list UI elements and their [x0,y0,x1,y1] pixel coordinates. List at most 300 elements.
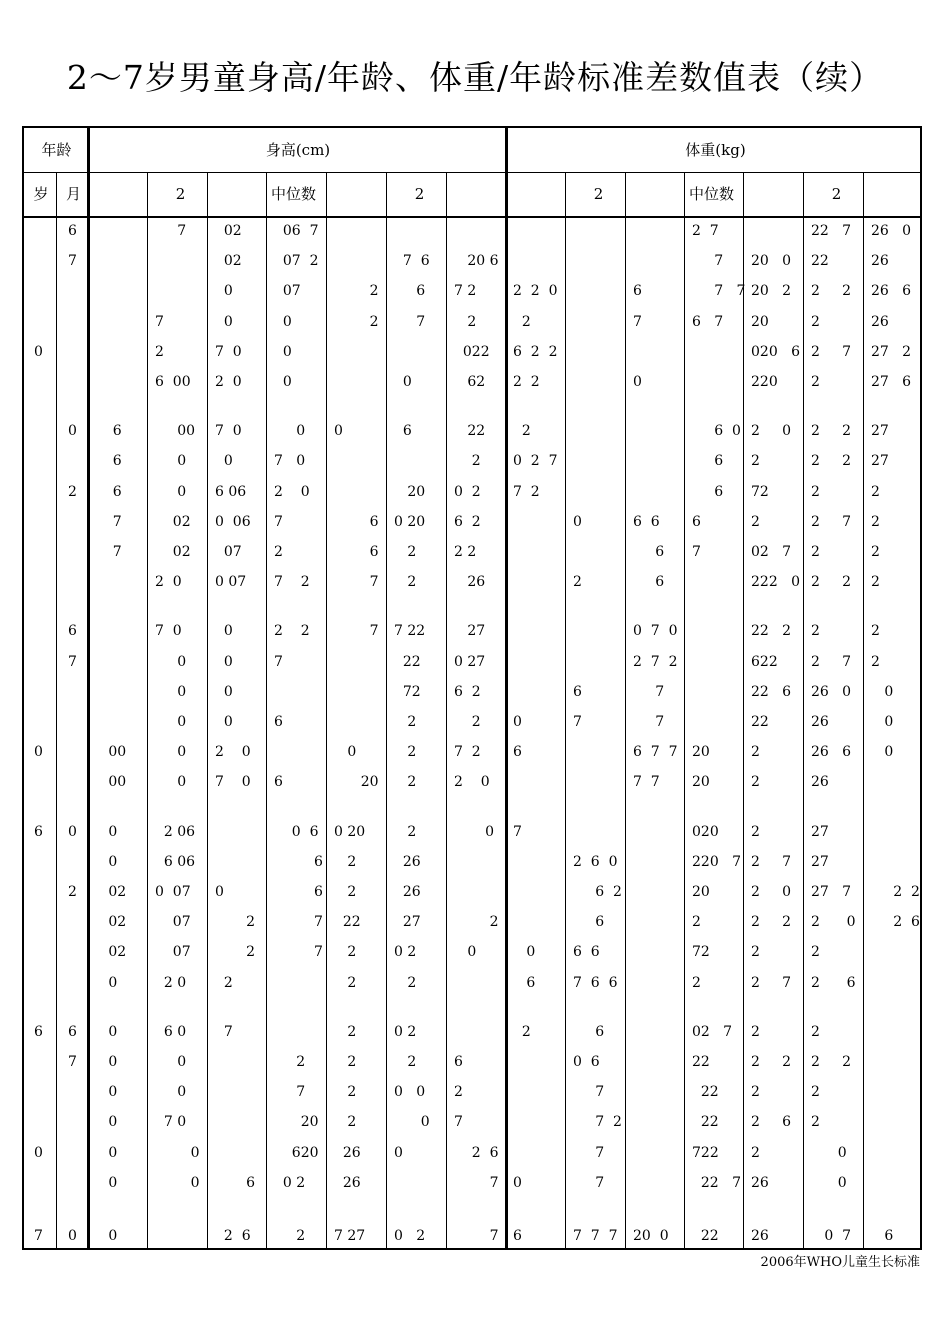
header-bottom-border [24,216,920,218]
table-cell: 7 2 [513,483,540,500]
table-cell: 2 7 2 [633,653,678,670]
table-cell: 0 [34,744,43,761]
weight-header: 体重(kg) [685,141,746,159]
table-cell: 6 06 [215,483,247,500]
table-cell: 07 [274,283,301,300]
table-cell: 2 0 [811,914,856,931]
table-cell: 2 [215,974,233,991]
table-cell: 6 [274,884,323,900]
table-cell: 2 0 [454,774,490,791]
table-cell: 0 [155,683,187,700]
table-cell: 6 [95,453,122,470]
table-cell: 622 [751,653,778,670]
table-cell: 7 7 [692,283,746,300]
table-cell: 2 [394,574,417,591]
column-divider [386,172,387,1248]
table-cell: 27 6 [871,374,912,390]
table-cell: 22 [692,1054,710,1070]
table-cell: 7 [454,1174,499,1191]
table-cell: 7 [274,944,323,961]
table-cell: 220 [751,374,778,390]
table-cell: 2 [454,1084,463,1101]
table-cell: 7 [95,544,122,560]
table-cell: 2 [871,653,880,670]
table-cell: 2 [394,974,417,991]
table-cell: 7 [68,253,77,270]
table-cell: 2 6 [454,1144,499,1161]
table-cell: 6 [692,453,724,470]
table-cell: 07 [155,914,191,931]
table-cell: 2 2 [751,1054,792,1070]
table-cell: 0 2 [394,944,417,961]
table-cell: 220 7 [692,853,741,870]
table-cell: 2 [334,1114,357,1131]
table-cell: 6 [95,423,122,440]
table-cell: 20 0 [633,1228,669,1244]
table-cell: 2 [513,313,531,330]
month-header: 月 [65,185,81,203]
table-cell: 0 [95,853,118,870]
column-divider [565,172,566,1248]
column-divider [625,172,626,1248]
table-cell: 2 [811,1084,820,1101]
table-cell: 2 7 [811,343,852,360]
table-cell: 0 [155,453,187,470]
table-cell: 7 0 [215,343,242,360]
table-cell: 2 2 [751,914,792,931]
table-cell: 2 7 [751,974,792,991]
table-cell: 2 [155,343,164,360]
table-cell: 6 [394,423,412,440]
table-cell: 0 2 [394,1023,417,1040]
table-cell: 0 2 [394,1228,426,1244]
table-cell: 0 [155,1084,187,1101]
table-cell: 2 2 [871,884,920,900]
table-cell: 6 2 2 [513,343,558,360]
table-cell: 6 [573,683,582,700]
table-cell: 26 [394,853,421,870]
table-cell: 27 [811,823,829,840]
table-cell: 7 2 [454,744,481,761]
table-cell: 2 7 [811,653,852,670]
table-cell: 0 [811,1174,847,1191]
table-cell: 0 [633,374,642,390]
table-cell: 7 [274,1084,306,1101]
table-cell: 2 [751,453,760,470]
table-cell: 7 [155,313,164,330]
table-cell: 00 [95,774,127,791]
column-divider [56,172,57,1248]
table-cell: 0 [871,714,894,730]
table-cell: 6 [68,623,77,640]
table-cell: 02 [95,944,127,961]
table-cell: 22 [692,1228,719,1244]
table-cell: 0 [215,623,233,640]
table-cell: 2 [811,313,820,330]
table-cell: 7 22 [394,623,426,640]
column-divider [147,172,148,1248]
table-cell: 2 6 0 [573,853,618,870]
table-cell: 2 [334,884,357,900]
table-cell: 6 [34,823,43,840]
table-cell: 7 0 [155,623,182,640]
table-cell: 7 [633,313,642,330]
table-cell: 2 7 [811,513,852,530]
table-cell: 6 [573,914,605,931]
table-cell: 0 [155,483,187,500]
table-cell: 2 2 [811,423,852,440]
table-cell: 6 0 [155,1023,187,1040]
table-cell: 2 [751,1084,760,1101]
table-cell: 2 [751,1023,760,1040]
table-cell: 0 [513,1174,522,1191]
table-cell: 0 [95,1084,118,1101]
table-cell: 7 [573,714,582,730]
table-cell: 2 [394,1054,417,1070]
table-cell: 0 [811,1144,847,1161]
table-cell: 0 2 7 [513,453,558,470]
table-cell: 0 07 [155,884,191,900]
column-divider [87,128,90,1248]
table-cell: 6 [274,714,283,730]
table-cell: 0 [68,423,77,440]
sd-header: 2 [414,185,425,203]
table-cell: 7 [334,574,379,591]
table-cell: 0 06 [215,513,251,530]
table-cell: 7 [454,1228,499,1244]
table-cell: 2 [811,374,820,390]
table-cell: 02 [215,253,242,270]
table-cell: 6 6 [633,513,660,530]
table-cell: 72 [394,683,421,700]
table-cell: 7 [692,253,724,270]
table-cell: 7 [394,313,426,330]
table-cell: 02 [95,914,127,931]
table-cell: 00 [95,744,127,761]
table-cell: 27 2 [871,343,912,360]
table-cell: 20 [692,884,710,900]
table-cell: 222 0 [751,574,800,591]
table-cell: 2 [274,1228,306,1244]
table-cell: 7 [215,1023,233,1040]
table-cell: 6 2 [573,884,622,900]
table-cell: 26 [751,1228,769,1244]
table-cell: 0 [95,1174,118,1191]
table-cell: 6 [454,1054,463,1070]
table-cell: 0 [95,1144,118,1161]
height-header: 身高(cm) [265,141,331,159]
table-cell: 26 0 [811,683,852,700]
table-cell: 22 [334,914,361,931]
table-cell: 2 [871,574,880,591]
table-cell: 02 [155,544,191,560]
table-cell: 6 [513,1228,522,1244]
table-cell: 0 [394,1114,430,1131]
table-cell: 0 [513,714,522,730]
table-cell: 7 0 [155,1114,187,1131]
table-cell: 22 2 [751,623,792,640]
table-cell: 0 [68,1228,77,1244]
table-cell: 2 [811,544,820,560]
table-cell: 2 [751,774,760,791]
table-cell: 2 [394,744,417,761]
table-cell: 2 [215,914,256,931]
table-cell: 2 [454,313,477,330]
column-divider [446,172,447,1248]
table-cell: 0 [155,744,187,761]
table-cell: 6 7 [692,313,724,330]
table-cell: 7 7 7 [573,1228,618,1244]
table-cell: 2 0 [751,884,792,900]
age-header: 年龄 [41,141,72,159]
table-cell: 72 [692,944,710,961]
sd-header: 中位数 [271,185,317,203]
table-cell: 06 7 [274,223,319,239]
column-divider [505,128,508,1248]
table-cell: 2 [454,914,499,931]
table-cell: 0 [573,513,582,530]
table-cell: 0 [155,714,187,730]
table-cell: 7 [513,823,522,840]
table-cell: 6 [68,223,77,239]
table-cell: 2 [334,313,379,330]
table-cell: 22 [751,714,769,730]
table-cell: 0 0 [394,1084,426,1101]
table-cell: 0 20 [334,823,366,840]
table-cell: 2 [215,944,256,961]
table-cell: 0 7 0 [633,623,678,640]
table-cell: 02 [155,513,191,530]
table-cell: 0 [95,1023,118,1040]
table-cell: 27 [454,623,486,640]
table-cell: 0 [274,343,292,360]
table-cell: 7 [573,1144,605,1161]
table-cell: 2 [692,974,701,991]
table-cell: 7 [274,513,283,530]
table-cell: 2 [811,623,820,640]
table-cell: 2 [871,513,880,530]
table-cell: 6 [274,853,323,870]
table-cell: 2 2 0 [513,283,558,300]
sd-header: 2 [175,185,186,203]
table-cell: 26 [811,774,829,791]
table-cell: 0 6 [274,823,319,840]
table-cell: 2 [454,714,481,730]
table-cell: 2 [513,423,531,440]
table-cell: 2 [334,974,357,991]
table-cell: 0 [274,374,292,390]
table-cell: 2 0 [215,374,242,390]
table-cell: 0 [95,974,118,991]
table-cell: 0 [95,1114,118,1131]
table-cell: 0 [215,313,233,330]
table-cell: 2 [454,453,481,470]
table-cell: 0 [34,343,43,360]
table-cell: 0 [274,423,306,440]
table-cell: 2 6 [215,1228,251,1244]
column-divider [803,172,804,1248]
table-cell: 0 2 [274,1174,306,1191]
table-cell: 20 [394,483,426,500]
table-cell: 2 [334,1023,357,1040]
table-cell: 02 [215,223,242,239]
table-cell: 20 [274,1114,319,1131]
table-cell: 27 [394,914,421,931]
table-cell: 7 0 [274,453,306,470]
table-cell: 7 [68,653,77,670]
table-cell: 2 06 [155,823,196,840]
table-cell: 2 2 [454,544,477,560]
table-cell: 0 [394,1144,403,1161]
table-cell: 0 2 [454,483,481,500]
table-cell: 2 [871,623,880,640]
table-cell: 6 [633,544,665,560]
table-cell: 6 [95,483,122,500]
table-cell: 2 [811,1114,820,1131]
table-cell: 0 [215,884,224,900]
table-cell: 00 [155,423,196,440]
table-cell: 26 [871,313,889,330]
column-divider [684,172,685,1248]
table-cell: 26 [871,253,889,270]
table-cell: 2 [334,1054,357,1070]
table-cell: 02 7 [692,1023,733,1040]
table-cell: 6 2 [454,513,481,530]
table-cell: 2 2 [811,574,852,591]
table-cell: 7 [274,653,283,670]
table-cell: 07 [155,944,191,961]
table-cell: 020 6 [751,343,800,360]
table-cell: 6 [513,974,536,991]
column-divider [863,172,864,1248]
table-cell: 26 [394,884,421,900]
table-cell: 6 [573,1023,605,1040]
table-cell: 26 [334,1174,361,1191]
table-cell: 2 0 [155,974,187,991]
table-cell: 20 [334,774,379,791]
table-cell: 2 [394,774,417,791]
table-cell: 2 [751,744,760,761]
table-cell: 26 6 [871,283,912,300]
table-cell: 6 [34,1023,43,1040]
table-cell: 0 [215,283,233,300]
table-cell: 0 [513,944,536,961]
table-cell: 22 6 [751,683,792,700]
table-cell: 0 [334,744,357,761]
table-cell: 2 [68,483,77,500]
table-cell: 0 [394,374,412,390]
table-cell: 7 2 [274,574,310,591]
table-cell: 2 [334,853,357,870]
table-cell: 22 [394,653,421,670]
table-cell: 2 0 [155,574,182,591]
data-table [22,126,922,1250]
table-cell: 7 [34,1228,43,1244]
table-cell: 2 [751,823,760,840]
table-cell: 2 [811,483,820,500]
table-cell: 0 6 [573,1054,600,1070]
table-cell: 27 [871,423,889,440]
table-cell: 6 [68,1023,77,1040]
table-cell: 22 7 [811,223,852,239]
table-cell: 0 [95,1228,118,1244]
table-cell: 22 [692,1114,719,1131]
year-header: 岁 [33,185,49,203]
table-cell: 26 0 [871,223,912,239]
table-cell: 6 0 [692,423,741,440]
table-cell: 7 [573,1174,605,1191]
table-cell: 6 7 7 [633,744,678,761]
table-cell: 0 [34,1144,43,1161]
table-cell: 7 2 [573,1114,622,1131]
table-cell: 22 7 [692,1174,741,1191]
table-cell: 02 [95,884,127,900]
table-cell: 20 [692,744,710,761]
table-cell: 0 [95,1054,118,1070]
column-divider [326,172,327,1248]
sd-header: 2 [831,185,842,203]
table-cell: 2 7 [692,223,719,239]
table-cell: 22 [811,253,829,270]
table-cell: 22 [454,423,486,440]
table-cell: 7 7 [633,774,660,791]
table-cell: 7 6 [394,253,430,270]
column-divider [743,172,744,1248]
table-cell: 2 2 [513,374,540,390]
table-cell: 6 6 [573,944,600,961]
table-cell: 0 [95,823,118,840]
table-cell: 020 [692,823,719,840]
table-cell: 022 [454,343,490,360]
table-cell: 2 [871,544,880,560]
table-cell: 2 [751,513,760,530]
table-cell: 0 [215,653,233,670]
table-cell: 7 [274,914,323,931]
table-cell: 2 2 [811,1054,852,1070]
table-cell: 20 [692,774,710,791]
table-cell: 2 [692,914,701,931]
table-cell: 7 [692,544,701,560]
table-cell: 6 [215,1174,256,1191]
sd-header: 2 [593,185,604,203]
table-cell: 2 [334,944,357,961]
table-cell: 0 [274,313,292,330]
table-cell: 0 07 [215,574,247,591]
table-cell: 07 [215,544,242,560]
table-cell: 0 [155,1144,200,1161]
table-cell: 0 7 [811,1228,852,1244]
table-cell: 7 [68,1054,77,1070]
table-cell: 27 7 [811,884,852,900]
table-cell: 27 [811,853,829,870]
table-cell: 26 [751,1174,769,1191]
table-cell: 26 [454,574,486,591]
table-cell: 07 2 [274,253,319,270]
table-cell: 2 [573,574,582,591]
table-cell: 0 [68,823,77,840]
table-cell: 7 [95,513,122,530]
table-cell: 6 [633,574,665,591]
table-cell: 722 [692,1144,719,1161]
table-cell: 2 [334,283,379,300]
table-cell: 2 [334,1084,357,1101]
table-cell: 2 7 [751,853,792,870]
table-cell: 7 [334,623,379,640]
table-cell: 62 [454,374,486,390]
table-cell: 26 6 [811,744,852,761]
table-cell: 7 [155,223,187,239]
table-cell: 2 [871,483,880,500]
